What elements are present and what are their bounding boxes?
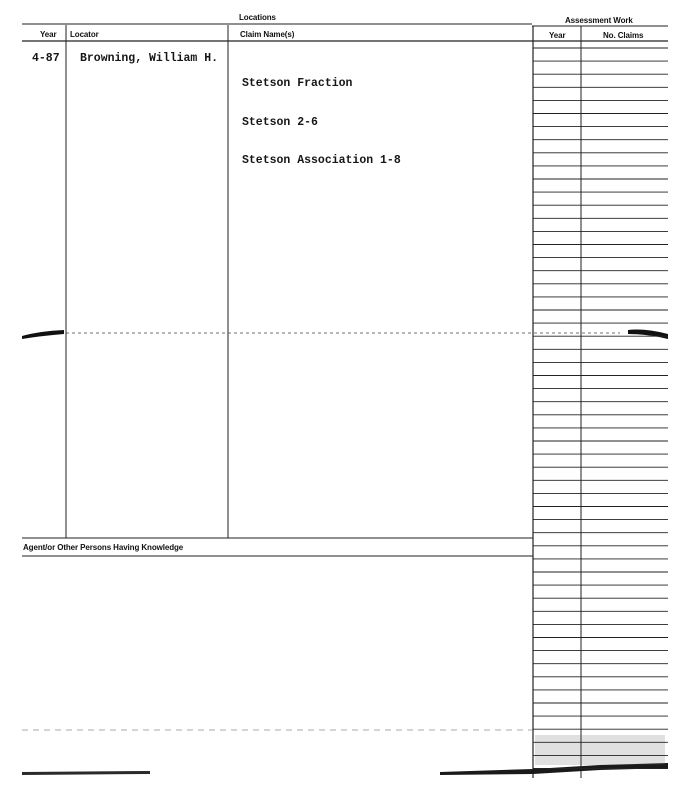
claim-name: Stetson 2-6: [242, 115, 318, 129]
year-column-header: Year: [40, 30, 57, 39]
no-claims-column-header: No. Claims: [603, 31, 644, 40]
assessment-year-column-header: Year: [549, 31, 566, 40]
claim-name: Stetson Association 1-8: [242, 154, 401, 167]
agent-section-label: Agent/or Other Persons Having Knowledge: [23, 543, 184, 552]
entry-locator: Browning, William H.: [80, 52, 219, 65]
assessment-work-heading: Assessment Work: [565, 16, 633, 25]
locations-heading: Locations: [239, 13, 276, 22]
claim-names-list: [242, 52, 401, 181]
claim-name: Stetson Fraction: [242, 77, 353, 90]
claim-names-column-header: Claim Name(s): [240, 30, 295, 39]
locator-column-header: Locator: [70, 30, 99, 39]
entry-year: 4-87: [32, 52, 60, 65]
